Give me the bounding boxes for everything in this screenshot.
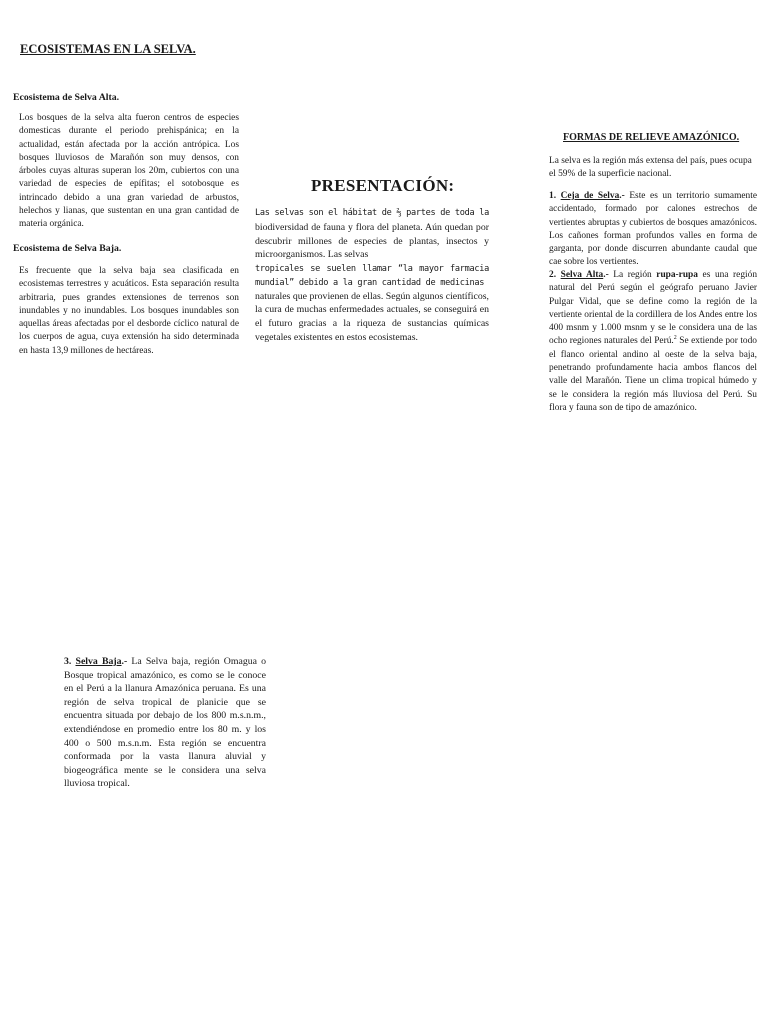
item-dash: .- bbox=[121, 656, 128, 667]
item-text: Este es un territorio sumamente accidentado, formado por calones estrechos de vertientes abruptas y cubiertos de bosques amazónicos. Los cañones forman profundos valles en forma de garganta, por donde discurren abundante caudal que cae sobre los vertientes. bbox=[549, 191, 757, 268]
relieve-title: FORMAS DE RELIEVE AMAZÓNICO. bbox=[563, 132, 740, 143]
item-label: Selva Baja bbox=[75, 656, 122, 667]
relieve-intro: La selva es la región más extensa del país, pues ocupa el 59% de la superficie nacional. bbox=[549, 156, 752, 180]
footnote-marker: 2 bbox=[673, 335, 677, 342]
item-number: 2. bbox=[549, 270, 557, 280]
selva-alta-body: Los bosques de la selva alta fueron centros de especies domesticas durante el periodo prehispánica; en la actualidad, están afectada por la acción antrópica. Los bosques lluviosos de Marañón son muy densos, con árboles cuyas alturas superan los 20m, cubiertos con una variedad de especies de epífitas; el sotobosque es intrincado debido a una gran variedad de arbustos, helechos y lianas, que sustentan en una gran cantidad de materia orgánica. bbox=[19, 113, 239, 230]
presentacion-text-end: naturales que provienen de ellas. Según algunos científicos, la cura de muchas enfermedades actuales, se conseguirá en el futuro gracias a la riqueza de sustancias químicas vegetales existentes en estos ecosistemas. bbox=[255, 290, 489, 343]
item-dash: .- bbox=[619, 191, 625, 201]
item-text: Se extiende por todo el flanco oriental andino al oeste de la selva baja, penetrando profundamente hacia ambos flancos del valle del Marañón. Tiene un clima tropical húmedo y se le considera la región más lluviosa del Perú. Su flora y fauna son de tipo de amazónico. bbox=[549, 336, 757, 413]
selva-alta-heading: Ecosistema de Selva Alta. bbox=[13, 92, 120, 103]
item-dash: .- bbox=[603, 270, 609, 280]
item-text: es una región natural del Perú según el geógrafo peruano Javier Pulgar Vidal, que se define como la región de la vertiente oriental de la cordillera de los Andes entre los 400 msnm y 1.000 msnm y se le considera una de las ocho regiones naturales del Perú. bbox=[549, 270, 758, 347]
item-bold-term: rupa-rupa bbox=[656, 270, 698, 280]
item-label: Selva Alta bbox=[560, 270, 604, 280]
presentacion-handwritten-line: Las selvas son el hábitat de ⅔ partes de toda la bbox=[255, 208, 489, 218]
item-text: La región bbox=[608, 270, 657, 280]
main-title: ECOSISTEMAS EN LA SELVA. bbox=[20, 42, 196, 56]
relieve-item-ceja-de-selva bbox=[549, 190, 757, 270]
selva-baja-heading: Ecosistema de Selva Baja. bbox=[13, 243, 122, 254]
presentacion-handwritten-quote: tropicales se suelen llamar “la mayor farmacia mundial” debido a la gran cantidad de medicinas bbox=[255, 263, 489, 288]
item-number: 1. bbox=[549, 191, 557, 201]
item-number: 3. bbox=[64, 656, 72, 667]
item-text: La Selva baja, región Omagua o Bosque tropical amazónico, es como se le conoce en el Perú a la llanura Amazónica peruana. Es una región de selva tropical de planicie que se encuentra situada por debajo de los 800 m.s.n.m., extendiéndose en promedio entre los 80 m. y los 400 o 500 m.s.n.m. Esta región se encuentra conformada por la vasta llanura aluvial y biogeográfica mente se le considera una selva lluviosa tropical. bbox=[64, 656, 267, 790]
relieve-item-selva-alta bbox=[549, 269, 757, 415]
relieve-item-selva-baja bbox=[64, 655, 266, 791]
item-label: Ceja de Selva bbox=[560, 191, 620, 201]
presentacion-text: biodiversidad de fauna y flora del planeta. Aún quedan por descubrir millones de especies de plantas, insectos y microorganismos. Las selvas bbox=[255, 222, 489, 261]
presentacion-body bbox=[255, 206, 489, 344]
presentacion-title: PRESENTACIÓN: bbox=[311, 176, 455, 195]
selva-baja-body: Es frecuente que la selva baja sea clasificada en ecosistemas terrestres y acuáticos. Esta separación resulta arbitraria, pues grandes extensiones de terrenos son inundables y no inundables. Los bosques inundables son aquellas áreas afectadas por el desborde cíclico natural de los cuerpos de agua, cuya extensión ha sido determinada en hasta 13,9 millones de hectáreas. bbox=[19, 266, 239, 356]
